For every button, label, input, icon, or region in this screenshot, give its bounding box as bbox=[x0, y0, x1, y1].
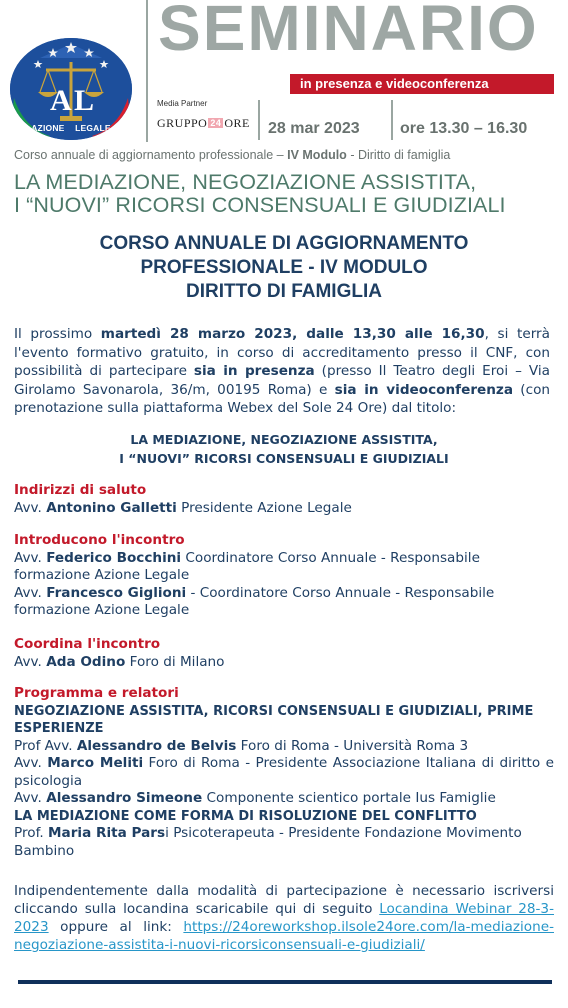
page-heading bbox=[0, 232, 568, 304]
speaker-line: Avv. Federico Bocchini Coordinatore Corso Annuale - Responsabile formazione Azione Legale bbox=[14, 549, 480, 583]
subtitle-line: I “NUOVI” RICORSI CONSENSUALI E GIUDIZIALI bbox=[119, 450, 449, 466]
svg-text:L: L bbox=[74, 84, 95, 117]
course-line bbox=[14, 148, 450, 162]
section-programma bbox=[14, 685, 554, 860]
registration-link[interactable]: https://24oreworkshop.ilsole24ore.com/la-mediazione-negoziazione-assistita-i-nuovi-ricorsiconsensuali-e-giudiziali/ bbox=[14, 919, 554, 953]
logo-label-left: AZIONE bbox=[31, 123, 65, 133]
event-subtitle bbox=[0, 431, 568, 468]
flyer-link[interactable]: Locandina Webinar 28-3-2023 bbox=[14, 901, 554, 935]
intro-paragraph: Il prossimo martedì 28 marzo 2023, dalle 13,30 alle 16,30, si terrà l'evento formativo gratuito, in corso di accreditamento presso il CNF, con possibilità di partecipare sia in presenza (presso Il Teatro degli Eroi – Via Girolamo Savonarola, 36/m, 00195 Roma) e sia in videoconferenza (con prenotazione sulla piattaforma Webex del Sole 24 Ore) dal titolo: bbox=[14, 326, 551, 416]
partner-logo-number: 24 bbox=[210, 118, 222, 128]
logo-label-right: LEGALE bbox=[75, 123, 111, 133]
heading-line: PROFESSIONALE - IV MODULO bbox=[140, 257, 428, 278]
section-title: Indirizzi di saluto bbox=[14, 482, 147, 498]
speaker-line: Avv. Marco Meliti Foro di Roma - Presidente Associazione Italiana di diritto e psicologia bbox=[14, 755, 554, 789]
media-partner-label: Media Partner bbox=[157, 99, 208, 108]
registration-note: Indipendentemente dalla modalità di partecipazione è necessario iscriversi cliccando sulla locandina scaricabile qui di seguito Locandina Webinar 28-3-2023 oppure al link: https://24oreworkshop.ilsole24ore.com/la-mediazione-negoziazione-assistita-i-nuovi-ricorsiconsensuali-e-giudiziali/ bbox=[14, 883, 554, 953]
partner-logo bbox=[157, 116, 250, 131]
seminar-banner bbox=[0, 0, 568, 228]
course-name: Corso annuale di aggiornamento professionale – bbox=[14, 148, 284, 162]
event-date: 28 mar 2023 bbox=[268, 120, 360, 137]
section-title: Coordina l'incontro bbox=[14, 636, 161, 652]
program-topic: LA MEDIAZIONE COME FORMA DI RISOLUZIONE DEL CONFLITTO bbox=[14, 808, 477, 824]
partner-logo-text: GRUPPO bbox=[157, 116, 208, 130]
footer-bar bbox=[18, 980, 552, 1008]
divider-line bbox=[391, 100, 393, 140]
format-badge: in presenza e videoconferenza bbox=[290, 74, 554, 94]
section-title: Programma e relatori bbox=[14, 685, 179, 701]
svg-text:A: A bbox=[50, 84, 72, 117]
speaker-line: Avv. Alessandro Simeone Componente scientico portale Ius Famiglie bbox=[14, 790, 496, 806]
heading-line: CORSO ANNUALE DI AGGIORNAMENTO bbox=[99, 233, 469, 254]
speaker-line: Avv. Antonino Galletti Presidente Azione Legale bbox=[14, 499, 352, 516]
section-saluto bbox=[14, 482, 554, 517]
divider-line bbox=[258, 100, 260, 140]
azione-legale-logo bbox=[10, 38, 132, 140]
course-module: IV Modulo bbox=[287, 148, 347, 162]
course-subject: - Diritto di famiglia bbox=[350, 148, 451, 162]
speaker-line: Prof Avv. Alessandro de Belvis Foro di Roma - Università Roma 3 bbox=[14, 737, 469, 754]
program-topic: NEGOZIAZIONE ASSISTITA, RICORSI CONSENSUALI E GIUDIZIALI, PRIME ESPERIENZE bbox=[14, 703, 534, 736]
banner-main-title bbox=[14, 171, 560, 217]
section-introducono bbox=[14, 532, 554, 620]
divider-line bbox=[146, 0, 148, 142]
subtitle-line: LA MEDIAZIONE, NEGOZIAZIONE ASSISTITA, bbox=[130, 432, 438, 447]
speaker-line: Prof. Maria Rita Parsi Psicoterapeuta - Presidente Fondazione Movimento Bambino bbox=[14, 825, 522, 859]
speaker-line: Avv. Francesco Giglioni - Coordinatore Corso Annuale - Responsabile formazione Azione Legale bbox=[14, 584, 495, 618]
event-time: ore 13.30 – 16.30 bbox=[400, 120, 528, 137]
partner-logo-text: ORE bbox=[224, 116, 250, 130]
heading-line: DIRITTO DI FAMIGLIA bbox=[186, 281, 382, 302]
seminar-title: SEMINARIO bbox=[158, 0, 539, 64]
banner-title-line: I “NUOVI” RICORSI CONSENSUALI E GIUDIZIALI bbox=[14, 193, 506, 217]
section-title: Introducono l'incontro bbox=[14, 532, 185, 548]
section-coordina bbox=[14, 636, 554, 671]
speaker-line: Avv. Ada Odino Foro di Milano bbox=[14, 653, 225, 670]
banner-title-line: LA MEDIAZIONE, NEGOZIAZIONE ASSISTITA, bbox=[14, 170, 477, 194]
